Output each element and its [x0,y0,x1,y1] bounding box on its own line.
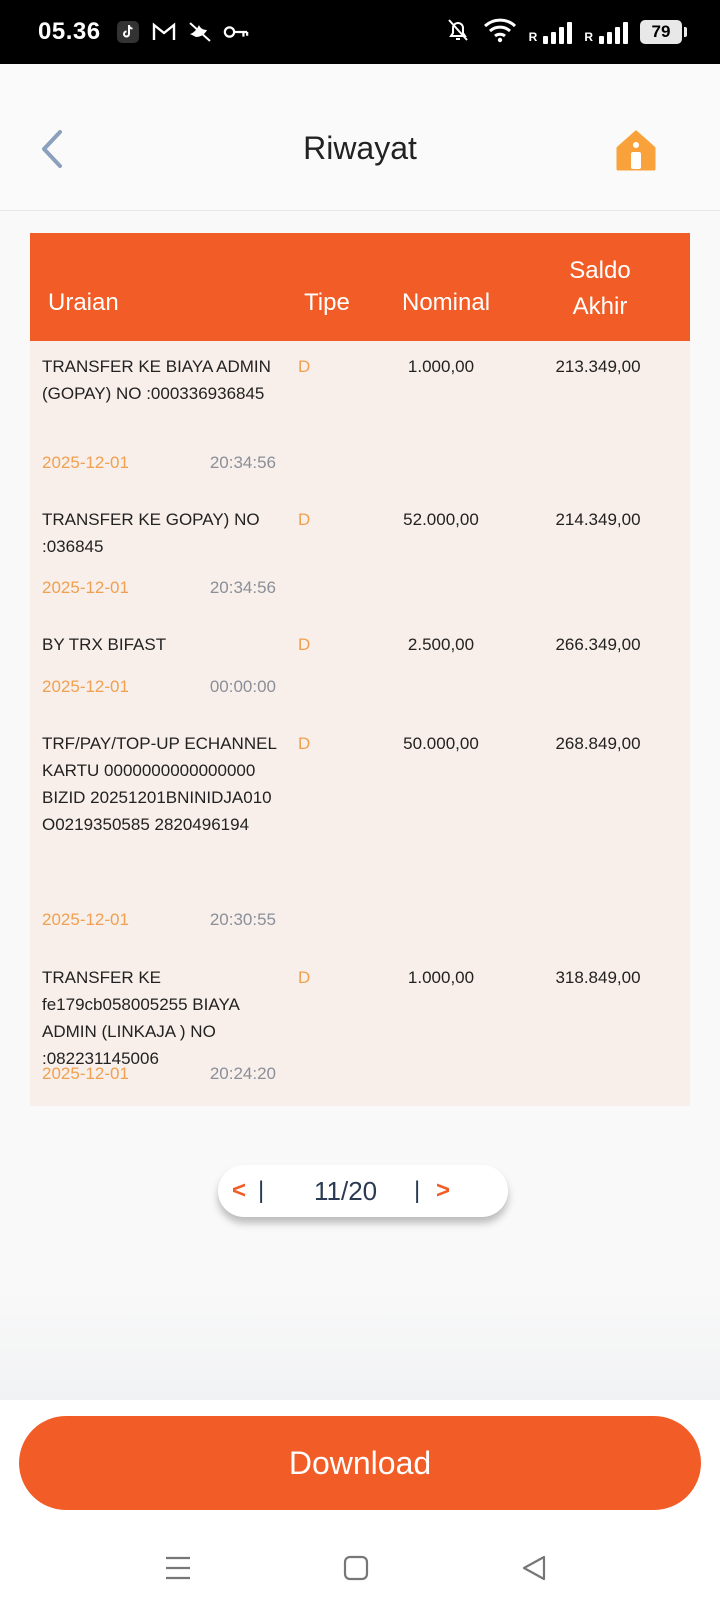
mute-icon [445,17,471,48]
signal-icon-2: R [584,20,628,44]
signal-icon: R [529,20,573,44]
row-nominal: 52.000,00 [403,510,479,529]
app-header [0,64,720,211]
row-description: TRF/PAY/TOP-UP ECHANNEL KARTU 0000000000000000 BIZID 20251201BNINIDJA010 O0219350585 2820496194 [42,734,277,834]
row-nominal: 2.500,00 [407,635,475,654]
system-home-button[interactable] [342,1554,370,1587]
row-saldo: 318.849,00 [555,968,641,987]
row-nominal: 50.000,00 [403,734,479,753]
status-system-icons [445,17,682,48]
pagination-separator: | [258,1177,265,1204]
battery-indicator: 79 [640,20,682,44]
status-notification-icons [115,19,249,45]
row-time: 20:24:20 [209,1064,276,1083]
row-date: 2025-12-01 [42,910,129,929]
table-row[interactable] [30,341,690,494]
next-page-button[interactable]: > [436,1177,451,1204]
row-type: D [298,968,311,987]
system-nav-bar [0,1540,720,1600]
key-icon [223,19,249,45]
row-time: 00:00:00 [209,677,276,696]
row-nominal: 1.000,00 [407,357,475,376]
row-type: D [298,734,311,753]
row-saldo: 268.849,00 [555,734,641,753]
gmail-icon [151,19,177,45]
table-row[interactable] [30,718,690,952]
status-time: 05.36 [38,18,101,45]
page-title: Riwayat [303,130,417,166]
row-nominal: 1.000,00 [407,968,475,987]
pagination-separator: | [414,1177,421,1204]
table-row[interactable] [30,619,690,718]
column-header-uraian: Uraian [48,289,119,316]
background-fade [0,1290,720,1400]
table-row[interactable] [30,494,690,619]
row-type: D [298,635,311,654]
recent-apps-button[interactable] [164,1554,192,1587]
row-date: 2025-12-01 [42,578,129,597]
page-indicator: 11/20 [314,1175,378,1206]
home-button[interactable] [614,128,658,172]
row-saldo: 214.349,00 [555,510,641,529]
home-icon [614,128,658,172]
system-back-button[interactable] [520,1554,548,1587]
row-type: D [298,510,311,529]
column-header-tipe: Tipe [304,289,350,316]
row-date: 2025-12-01 [42,1064,129,1083]
row-description: TRANSFER KE BIAYA ADMIN (GOPAY) NO :000336936845 [42,357,271,403]
row-type: D [298,357,311,376]
row-date: 2025-12-01 [42,677,129,696]
column-header-nominal: Nominal [402,289,491,316]
row-date: 2025-12-01 [42,453,129,472]
prev-page-button[interactable]: < [232,1177,247,1204]
table-row[interactable] [30,952,690,1106]
wifi-icon [483,17,517,48]
row-time: 20:34:56 [209,578,276,597]
tiktok-icon [115,19,141,45]
row-description: TRANSFER KE GOPAY) NO :036845 [42,510,260,556]
row-saldo: 266.349,00 [555,635,641,654]
row-time: 20:34:56 [209,453,276,472]
pagination [218,1165,508,1217]
row-description: TRANSFER KE fe179cb058005255 BIAYA ADMIN (LINKAJA ) NO :082231145006 [42,968,239,1068]
triangle-back-icon [520,1554,548,1582]
row-saldo: 213.349,00 [555,357,641,376]
download-button[interactable]: Download [19,1416,701,1510]
menu-icon [164,1554,192,1582]
square-icon [342,1554,370,1582]
row-time: 20:30:55 [209,910,276,929]
table-header [30,233,690,341]
transaction-table [30,233,690,1106]
row-description: BY TRX BIFAST [42,635,167,654]
bird-icon [187,19,213,45]
status-bar [0,0,720,64]
column-header-saldo-akhir: Saldo Akhir [569,257,631,320]
